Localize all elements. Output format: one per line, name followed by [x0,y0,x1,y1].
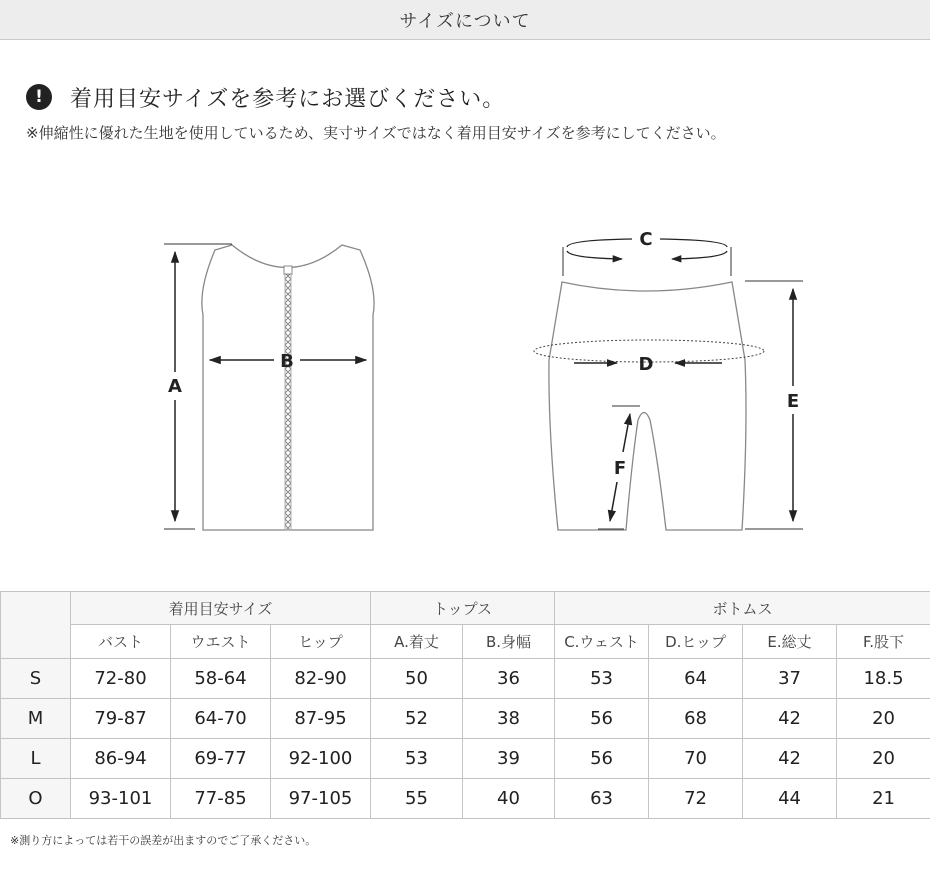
bottom-garment [549,282,746,530]
cell: 72 [649,779,743,819]
cell: 64 [649,659,743,699]
group-header-row [1,592,930,625]
notice [26,82,505,112]
cell: 68 [649,699,743,739]
cell: 39 [463,739,555,779]
notice-subtext: ※伸縮性に優れた生地を使用しているため、実寸サイズではなく着用目安サイズを参考にしてください。 [26,124,726,142]
cell: 72-80 [71,659,171,699]
section-header [0,0,930,40]
col-f-inseam: F.股下 [837,625,930,659]
cell: 56 [555,699,649,739]
cell: 69-77 [171,739,271,779]
cell: 21 [837,779,930,819]
cell: 58-64 [171,659,271,699]
label-c: C [639,229,653,250]
label-a: A [168,376,182,397]
cell: 20 [837,739,930,779]
exclamation-icon: ! [26,84,52,110]
label-e: E [786,391,800,412]
label-b: B [280,351,294,372]
measure-e [745,281,803,529]
cell: 97-105 [271,779,371,819]
cell: 64-70 [171,699,271,739]
col-b-width: B.身幅 [463,625,555,659]
size-label: L [1,739,71,779]
cell: 37 [743,659,837,699]
cell: 82-90 [271,659,371,699]
col-c-waist: C.ウェスト [555,625,649,659]
col-a-length: A.着丈 [371,625,463,659]
cell: 42 [743,699,837,739]
cell: 18.5 [837,659,930,699]
cell: 56 [555,739,649,779]
size-label: S [1,659,71,699]
cell: 87-95 [271,699,371,739]
col-e-total: E.総丈 [743,625,837,659]
table-row [1,699,930,739]
cell: 55 [371,779,463,819]
cell: 52 [371,699,463,739]
section-title: サイズについて [399,10,531,32]
table-row [1,779,930,819]
cell: 53 [371,739,463,779]
size-label: O [1,779,71,819]
cell: 36 [463,659,555,699]
column-header-row [1,625,930,659]
top-garment [202,245,374,530]
cell: 50 [371,659,463,699]
cell: 93-101 [71,779,171,819]
cell: 92-100 [271,739,371,779]
measurement-diagram [0,190,930,550]
table-row [1,659,930,699]
corner-cell [1,592,71,659]
size-label: M [1,699,71,739]
cell: 70 [649,739,743,779]
cell: 77-85 [171,779,271,819]
table-row [1,739,930,779]
group-bottoms: ボトムス [555,592,930,625]
col-hip: ヒップ [271,625,371,659]
cell: 44 [743,779,837,819]
notice-heading: 着用目安サイズを参考にお選びください。 [70,86,506,112]
col-waist: ウエスト [171,625,271,659]
cell: 38 [463,699,555,739]
cell: 20 [837,699,930,739]
size-table [0,591,930,819]
col-bust: バスト [71,625,171,659]
cell: 63 [555,779,649,819]
cell: 40 [463,779,555,819]
col-d-hip: D.ヒップ [649,625,743,659]
group-tops: トップス [371,592,555,625]
cell: 53 [555,659,649,699]
group-guide: 着用目安サイズ [71,592,371,625]
cell: 86-94 [71,739,171,779]
label-f: F [613,458,627,479]
cell: 42 [743,739,837,779]
label-d: D [638,354,654,375]
cell: 79-87 [71,699,171,739]
footnote: ※測り方によっては若干の誤差が出ますのでご了承ください。 [10,834,317,847]
measure-c [563,229,731,276]
